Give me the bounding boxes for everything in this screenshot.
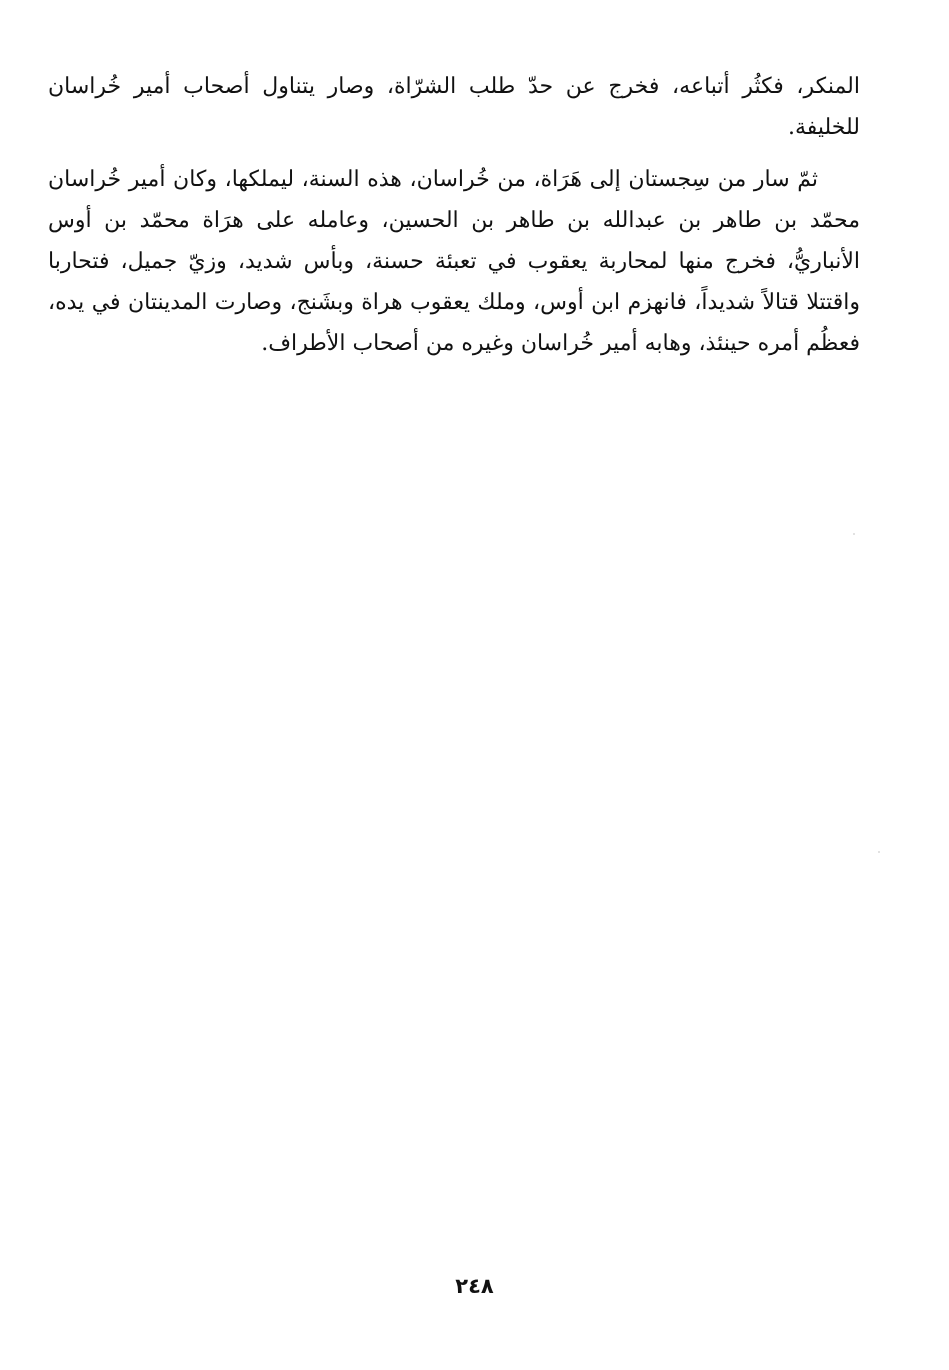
paragraph-continuation [48,66,860,148]
scan-speck [853,533,855,535]
paragraph-main [48,159,860,364]
paragraph-text: ثمّ سار من سِجستان إلى هَرَاة، من خُراسان، هذه السنة، ليملكها، وكان أمير خُراسان محمّد بن طاهر بن عبدالله بن طاهر بن الحسين، وعامله على هرَاة محمّد بن أوس الأنباريُّ، فخرج منها لمحاربة يعقوب في تعبئة حسنة، وبأس شديد، وزيّ جميل، فتحاربا واقتتلا قتالاً شديداً، فانهزم ابن أوس، وملك يعقوب هراة وبشَنج، وصارت المدينتان في يده، فعظُم أمره حينئذ، وهابه أمير خُراسان وغيره من أصحاب الأطراف. [48,167,860,356]
page-number: ٢٤٨ [455,1274,494,1298]
paragraph-text: المنكر، فكثُر أتباعه، فخرج عن حدّ طلب الشرّاة، وصار يتناول أصحاب أمير خُراسان للخليفة. [48,74,860,140]
scan-speck [878,851,880,853]
